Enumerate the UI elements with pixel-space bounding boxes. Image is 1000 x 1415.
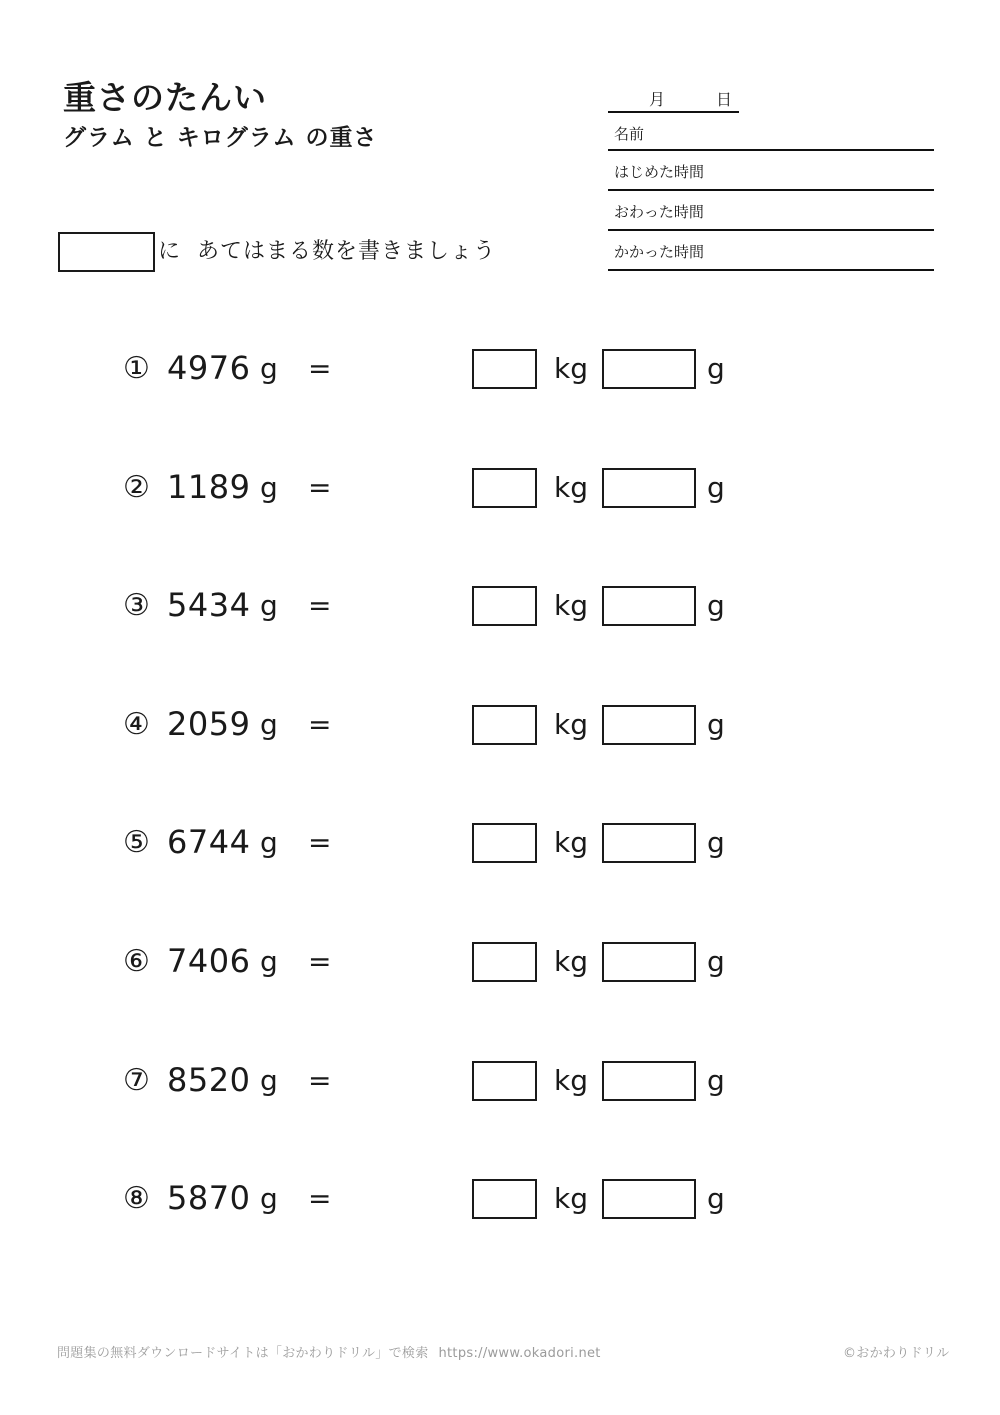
end-time-write-blank[interactable] [718, 191, 934, 229]
gram-unit: g [260, 708, 278, 741]
problem-number-icon: ① [123, 351, 150, 386]
instruction-line [58, 232, 658, 272]
problem-number-icon: ⑤ [123, 825, 150, 860]
gram-unit: g [260, 471, 278, 504]
page-subtitle: グラム と キログラム の重さ [63, 125, 378, 151]
kg-answer-box[interactable] [472, 349, 537, 389]
gram-value: 2059 [167, 705, 251, 743]
problem-number-icon: ④ [123, 707, 150, 742]
problem-row-4 [123, 699, 725, 750]
gram-value: 8520 [167, 1061, 251, 1099]
kg-answer-box[interactable] [472, 468, 537, 508]
problem-row-1 [123, 343, 725, 394]
problem-number-icon: ③ [123, 588, 150, 623]
kilogram-unit: kg [554, 589, 588, 622]
equals-sign: = [308, 352, 332, 385]
footer-site-url: https://www.okadori.net [438, 1346, 601, 1361]
gram-value: 6744 [167, 823, 251, 861]
gram-unit: g [707, 352, 725, 385]
start-time-write-blank[interactable] [718, 151, 934, 189]
problem-row-8 [123, 1173, 725, 1224]
g-answer-box[interactable] [602, 1061, 696, 1101]
day-label: 日 [716, 90, 733, 109]
footer-copyright: ©おかわりドリル [843, 1346, 950, 1361]
gram-unit: g [707, 471, 725, 504]
equals-sign: = [308, 1064, 332, 1097]
g-answer-box[interactable] [602, 942, 696, 982]
problem-row-6 [123, 936, 725, 987]
kg-answer-box[interactable] [472, 1061, 537, 1101]
gram-unit: g [260, 1064, 278, 1097]
instruction-blank-box [58, 232, 155, 272]
name-field-label: 名前 [614, 125, 645, 143]
start-time-field [608, 151, 934, 191]
gram-unit: g [707, 589, 725, 622]
gram-value: 1189 [167, 468, 251, 506]
kilogram-unit: kg [554, 945, 588, 978]
gram-unit: g [260, 589, 278, 622]
kilogram-unit: kg [554, 708, 588, 741]
problem-row-3 [123, 580, 725, 631]
gram-value: 7406 [167, 942, 251, 980]
end-time-label: おわった時間 [614, 203, 704, 221]
month-label: 月 [649, 90, 666, 109]
gram-unit: g [260, 945, 278, 978]
elapsed-time-write-blank[interactable] [718, 231, 934, 269]
kg-answer-box[interactable] [472, 823, 537, 863]
name-write-blank[interactable] [718, 113, 934, 149]
name-field [608, 113, 934, 151]
kilogram-unit: kg [554, 352, 588, 385]
kilogram-unit: kg [554, 471, 588, 504]
gram-unit: g [707, 1182, 725, 1215]
footer-site-note [57, 1342, 601, 1361]
equals-sign: = [308, 945, 332, 978]
gram-unit: g [707, 708, 725, 741]
g-answer-box[interactable] [602, 1179, 696, 1219]
kilogram-unit: kg [554, 1064, 588, 1097]
kg-answer-box[interactable] [472, 1179, 537, 1219]
gram-unit: g [260, 1182, 278, 1215]
instruction-text: に あてはまる数を書きましょう [158, 239, 496, 264]
footer-site-text: 問題集の無料ダウンロードサイトは「おかわりドリル」で検索 [57, 1346, 429, 1361]
gram-unit: g [707, 826, 725, 859]
problem-number-icon: ⑦ [123, 1063, 150, 1098]
gram-unit: g [707, 1064, 725, 1097]
problem-number-icon: ② [123, 470, 150, 505]
problem-row-2 [123, 462, 725, 513]
equals-sign: = [308, 826, 332, 859]
problem-row-7 [123, 1055, 725, 1106]
gram-unit: g [260, 352, 278, 385]
page-title: 重さのたんい [63, 78, 267, 117]
gram-value: 5434 [167, 586, 251, 624]
elapsed-time-label: かかった時間 [614, 243, 705, 261]
kg-answer-box[interactable] [472, 586, 537, 626]
g-answer-box[interactable] [602, 705, 696, 745]
equals-sign: = [308, 471, 332, 504]
g-answer-box[interactable] [602, 349, 696, 389]
problem-row-5 [123, 817, 725, 868]
start-time-label: はじめた時間 [614, 163, 705, 181]
g-answer-box[interactable] [602, 468, 696, 508]
equals-sign: = [308, 708, 332, 741]
end-time-field [608, 191, 934, 231]
problem-number-icon: ⑧ [123, 1181, 150, 1216]
problem-number-icon: ⑥ [123, 944, 150, 979]
g-answer-box[interactable] [602, 823, 696, 863]
gram-value: 5870 [167, 1179, 251, 1217]
g-answer-box[interactable] [602, 586, 696, 626]
gram-unit: g [260, 826, 278, 859]
equals-sign: = [308, 1182, 332, 1215]
date-row [608, 84, 739, 113]
kilogram-unit: kg [554, 1182, 588, 1215]
equals-sign: = [308, 589, 332, 622]
kg-answer-box[interactable] [472, 942, 537, 982]
gram-unit: g [707, 945, 725, 978]
kg-answer-box[interactable] [472, 705, 537, 745]
kilogram-unit: kg [554, 826, 588, 859]
gram-value: 4976 [167, 349, 251, 387]
